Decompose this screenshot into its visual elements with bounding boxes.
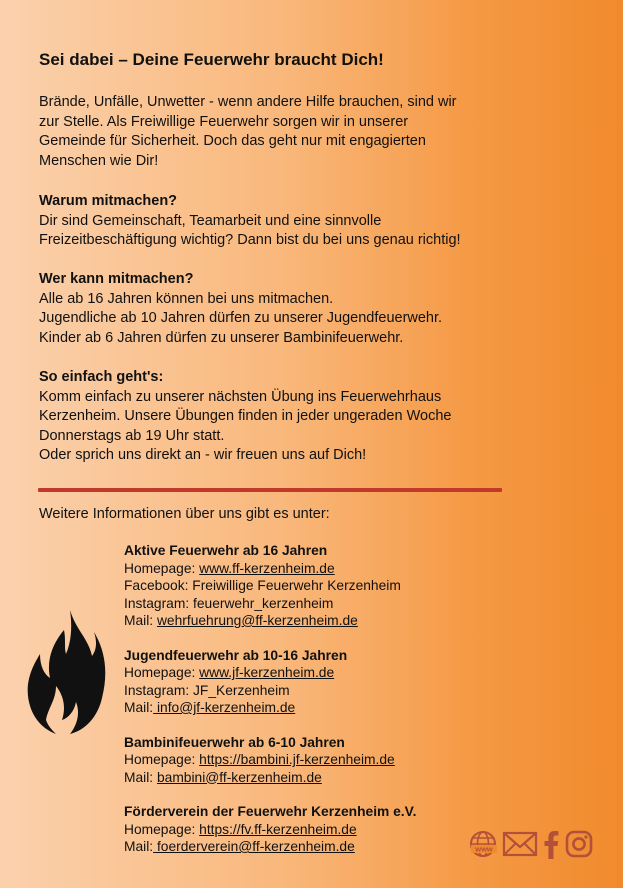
section-how (39, 368, 599, 466)
group-heading: Bambinifeuerwehr ab 6-10 Jahren (124, 734, 345, 750)
instagram-name: feuerwehr_kerzenheim (193, 595, 334, 611)
contact-group-bambini (124, 734, 564, 787)
instagram-name: JF_Kerzenheim (193, 682, 290, 698)
homepage-link[interactable]: www.jf-kerzenheim.de (199, 665, 335, 680)
mail-icon[interactable] (502, 830, 538, 863)
section-why (39, 192, 599, 251)
contact-line (124, 751, 564, 769)
facebook-name: Freiwillige Feuerwehr Kerzenheim (192, 578, 401, 593)
contact-label: Facebook: (124, 578, 193, 593)
section-line: Dir sind Gemeinschaft, Teamarbeit und eine sinnvolle (39, 212, 382, 229)
contact-line (124, 664, 564, 682)
contact-group-aktive (124, 542, 564, 630)
section-heading: Wer kann mitmachen? (39, 271, 194, 287)
section-line: Oder sprich uns direkt an - wir freuen uns auf Dich! (39, 447, 367, 464)
contact-line (124, 612, 564, 630)
contact-label: Mail: (124, 769, 157, 785)
contact-line (124, 699, 564, 717)
mail-link[interactable]: wehrfuehrung@ff-kerzenheim.de (156, 613, 358, 628)
section-line: Jugendliche ab 10 Jahren dürfen zu unserer Jugendfeuerwehr. (39, 310, 443, 327)
intro-line: Brände, Unfälle, Unwetter - wenn andere Hilfe brauchen, sind wir (39, 94, 457, 110)
section-who (39, 270, 599, 348)
contact-label: Instagram: (124, 682, 194, 698)
intro-line: zur Stelle. Als Freiwillige Feuerwehr sorgen wir in unserer (39, 113, 409, 130)
section-line: Alle ab 16 Jahren können bei uns mitmachen. (39, 290, 334, 307)
contact-label: Homepage: (124, 665, 200, 680)
contact-label: Mail: (124, 700, 154, 715)
contact-line (124, 577, 564, 595)
section-line: Komm einfach zu unserer nächsten Übung ins Feuerwehrhaus (39, 388, 442, 405)
intro-line: Menschen wie Dir! (39, 152, 159, 169)
contact-label: Homepage: (124, 752, 200, 767)
group-heading: Förderverein der Feuerwehr Kerzenheim e.V. (124, 804, 417, 819)
section-line: Freizeitbeschäftigung wichtig? Dann bist du bei uns genau richtig! (39, 232, 461, 249)
contact-label: Mail: (124, 613, 157, 628)
contact-label: Homepage: (124, 560, 200, 576)
section-heading: Warum mitmachen? (39, 193, 178, 209)
page-title: Sei dabei – Deine Feuerwehr braucht Dich! (39, 50, 384, 69)
section-heading: So einfach geht's: (39, 369, 164, 385)
contact-line (124, 595, 564, 613)
intro-line: Gemeinde für Sicherheit. Doch das geht nur mit engagierten (39, 133, 426, 150)
facebook-icon[interactable] (542, 829, 560, 864)
mail-link[interactable]: info@jf-kerzenheim.de (153, 700, 296, 715)
group-heading: Jugendfeuerwehr ab 10-16 Jahren (124, 647, 348, 663)
contact-label: Instagram: (124, 595, 194, 611)
section-line: Kerzenheim. Unsere Übungen finden in jeder ungeraden Woche (39, 408, 452, 425)
section-line: Kinder ab 6 Jahren dürfen zu unserer Bambinifeuerwehr. (39, 329, 404, 346)
contact-line (124, 769, 564, 787)
intro-paragraph (39, 93, 599, 171)
section-divider (38, 488, 502, 492)
social-icons (468, 829, 594, 863)
contact-groups (124, 542, 564, 873)
contact-line (124, 682, 564, 700)
contact-line (124, 560, 564, 578)
contact-group-jugend (124, 647, 564, 717)
group-heading: Aktive Feuerwehr ab 16 Jahren (124, 543, 328, 558)
mail-link[interactable]: foerderverein@ff-kerzenheim.de (153, 839, 355, 854)
mail-link[interactable]: bambini@ff-kerzenheim.de (156, 769, 322, 785)
globe-www-icon[interactable] (468, 829, 498, 864)
homepage-link[interactable]: https://fv.ff-kerzenheim.de (199, 821, 357, 837)
flame-icon (26, 608, 106, 738)
instagram-icon[interactable] (564, 829, 594, 864)
homepage-link[interactable]: https://bambini.jf-kerzenheim.de (199, 752, 395, 767)
homepage-link[interactable]: www.ff-kerzenheim.de (199, 560, 335, 576)
more-info-text: Weitere Informationen über uns gibt es unter: (39, 506, 330, 522)
section-line: Donnerstags ab 19 Uhr statt. (39, 427, 225, 444)
svg-text:www: www (475, 844, 493, 853)
contact-label: Mail: (124, 839, 154, 854)
contact-label: Homepage: (124, 821, 200, 837)
